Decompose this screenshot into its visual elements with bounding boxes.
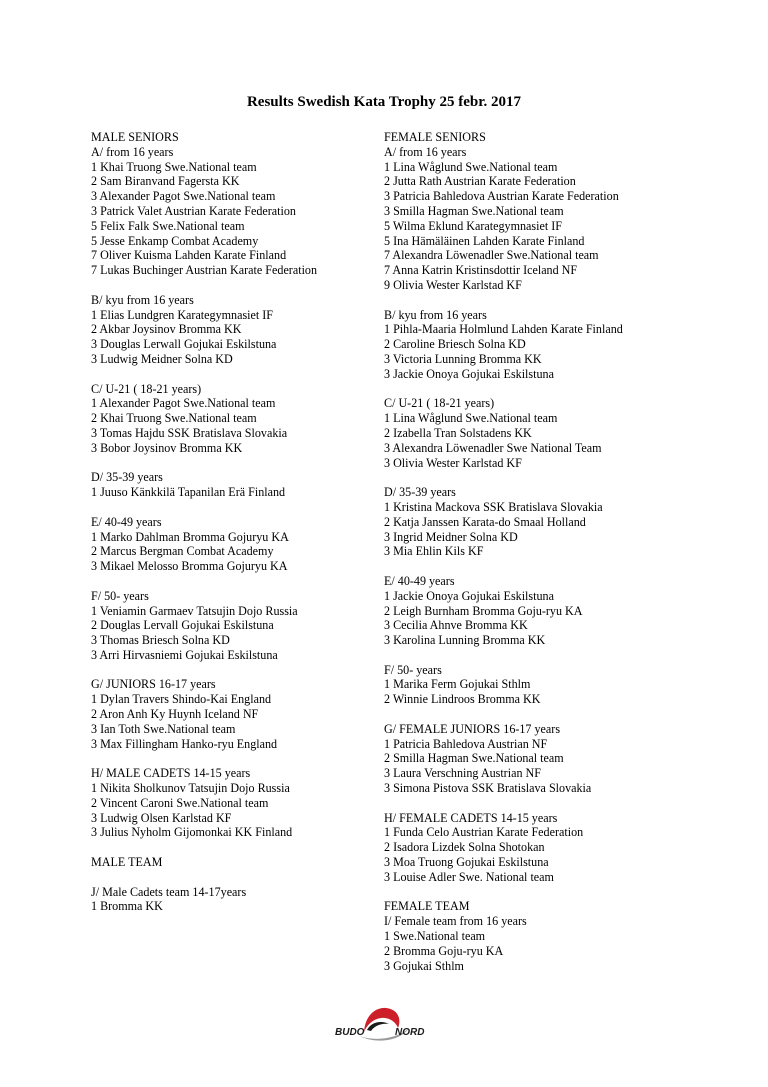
result-line: 1 Kristina Mackova SSK Bratislava Slovakia	[384, 499, 603, 514]
result-line: 2 Winnie Lindroos Bromma KK	[384, 692, 541, 707]
result-line: D/ 35-39 years	[91, 470, 163, 485]
result-line: FEMALE SENIORS	[384, 130, 486, 144]
result-line: MALE SENIORS	[91, 130, 179, 144]
result-line: A/ from 16 years	[384, 144, 467, 159]
result-line: 1 Marika Ferm Gojukai Sthlm	[384, 677, 531, 692]
result-line: 1 Jackie Onoya Gojukai Eskilstuna	[384, 588, 554, 603]
result-line: 1 Bromma KK	[91, 899, 163, 914]
result-line: E/ 40-49 years	[384, 573, 455, 588]
result-line: MALE TEAM	[91, 855, 163, 870]
result-line: 3 Douglas Lerwall Gojukai Eskilstuna	[91, 337, 277, 352]
result-line: 3 Simona Pistova SSK Bratislava Slovakia	[384, 781, 592, 796]
result-line: 2 Jutta Rath Austrian Karate Federation	[384, 174, 576, 189]
blank-line	[384, 559, 684, 574]
document-title: Results Swedish Kata Trophy 25 febr. 2017	[246, 94, 522, 110]
result-line: 2 Bromma Goju-ryu KA	[384, 943, 504, 958]
logo-text-right: NORD	[395, 1027, 425, 1038]
result-line: 3 Ian Toth Swe.National team	[91, 721, 236, 736]
blank-line	[91, 751, 381, 766]
result-line: 1 Juuso Känkkilä Tapanilan Erä Finland	[91, 485, 286, 500]
result-line: 7 Anna Katrin Kristinsdottir Iceland NF	[384, 263, 578, 278]
result-line: 3 Julius Nyholm Gijomonkai KK Finland	[91, 825, 293, 840]
result-line: 3 Mia Ehlin Kils KF	[384, 544, 484, 559]
result-line: F/ 50- years	[91, 588, 149, 603]
result-line: 3 Alexander Pagot Swe.National team	[91, 189, 276, 204]
blank-line	[91, 574, 381, 589]
result-line: 3 Gojukai Sthlm	[384, 958, 464, 973]
blank-line	[91, 367, 381, 382]
result-line: I/ Female team from 16 years	[384, 914, 527, 929]
result-line: 5 Ina Hämäläinen Lahden Karate Finland	[384, 233, 585, 248]
result-line: 5 Felix Falk Swe.National team	[91, 218, 245, 233]
result-line: 3 Ludwig Olsen Karlstad KF	[91, 810, 232, 825]
blank-line	[384, 648, 684, 663]
blank-line	[91, 500, 381, 515]
result-line: 3 Louise Adler Swe. National team	[384, 869, 554, 884]
blank-line	[91, 663, 381, 678]
result-line: 1 Marko Dahlman Bromma Gojuryu KA	[91, 529, 289, 544]
result-line: 2 Vincent Caroni Swe.National team	[91, 795, 269, 810]
result-line: 3 Arri Hirvasniemi Gojukai Eskilstuna	[91, 647, 278, 662]
result-line: B/ kyu from 16 years	[384, 307, 487, 322]
result-line: 3 Ludwig Meidner Solna KD	[91, 351, 233, 366]
result-line: 2 Isadora Lizdek Solna Shotokan	[384, 840, 545, 855]
blank-line	[384, 470, 684, 485]
result-line: 3 Laura Verschning Austrian NF	[384, 766, 541, 781]
result-line: 7 Lukas Buchinger Austrian Karate Federation	[91, 263, 318, 278]
result-line: G/ FEMALE JUNIORS 16-17 years	[384, 721, 561, 736]
result-line: G/ JUNIORS 16-17 years	[91, 677, 216, 692]
result-line: C/ U-21 ( 18-21 years)	[91, 381, 202, 396]
result-line: J/ Male Cadets team 14-17years	[91, 884, 247, 899]
result-line: 1 Funda Celo Austrian Karate Federation	[384, 825, 584, 840]
blank-line	[91, 278, 381, 293]
result-line: 3 Jackie Onoya Gojukai Eskilstuna	[384, 366, 554, 381]
result-line: F/ 50- years	[384, 662, 442, 677]
result-line: 2 Caroline Briesch Solna KD	[384, 337, 526, 352]
result-line: E/ 40-49 years	[91, 514, 162, 529]
result-line: C/ U-21 ( 18-21 years)	[384, 396, 495, 411]
blank-line	[384, 707, 684, 722]
result-line: 3 Bobor Joysinov Bromma KK	[91, 440, 243, 455]
result-line: 3 Patricia Bahledova Austrian Karate Federation	[384, 189, 619, 204]
result-line: 1 Patricia Bahledova Austrian NF	[384, 736, 548, 751]
blank-line	[384, 293, 684, 308]
result-line: 3 Patrick Valet Austrian Karate Federation	[91, 203, 296, 218]
result-line: 5 Wilma Eklund Karategymnasiet IF	[384, 218, 562, 233]
result-line: 2 Douglas Lervall Gojukai Eskilstuna	[91, 618, 274, 633]
result-line: 2 Akbar Joysinov Bromma KK	[91, 322, 242, 337]
result-line: 2 Aron Anh Ky Huynh Iceland NF	[91, 707, 259, 722]
result-line: 3 Cecilia Ahnve Bromma KK	[384, 618, 528, 633]
result-line: 1 Pihla-Maaria Holmlund Lahden Karate Finland	[384, 322, 623, 337]
result-line: 3 Thomas Briesch Solna KD	[91, 633, 230, 648]
blank-line	[384, 796, 684, 811]
result-line: 3 Moa Truong Gojukai Eskilstuna	[384, 855, 549, 870]
result-line: H/ MALE CADETS 14-15 years	[91, 766, 251, 781]
left-results-column	[91, 130, 381, 914]
result-line: 7 Alexandra Löwenadler Swe.National team	[384, 248, 599, 263]
blank-line	[91, 870, 381, 885]
result-line: B/ kyu from 16 years	[91, 292, 194, 307]
result-line: 1 Khai Truong Swe.National team	[91, 159, 257, 174]
result-line: 2 Marcus Bergman Combat Academy	[91, 544, 274, 559]
result-line: 3 Alexandra Löwenadler Swe National Team	[384, 440, 602, 455]
result-line: 1 Elias Lundgren Karategymnasiet IF	[91, 307, 274, 322]
blank-line	[91, 840, 381, 855]
result-line: A/ from 16 years	[91, 144, 174, 159]
budo-nord-logo	[331, 1002, 431, 1046]
result-line: 1 Alexander Pagot Swe.National team	[91, 396, 276, 411]
result-line: 1 Lina Wåglund Swe.National team	[384, 411, 558, 426]
result-line: 1 Nikita Sholkunov Tatsujin Dojo Russia	[91, 781, 290, 796]
result-line: 1 Lina Wåglund Swe.National team	[384, 159, 558, 174]
result-line: 3 Tomas Hajdu SSK Bratislava Slovakia	[91, 425, 288, 440]
blank-line	[384, 885, 684, 900]
result-line: 3 Victoria Lunning Bromma KK	[384, 351, 542, 366]
result-line: 2 Smilla Hagman Swe.National team	[384, 751, 564, 766]
result-line: 2 Sam Biranvand Fagersta KK	[91, 174, 240, 189]
result-line: 1 Veniamin Garmaev Tatsujin Dojo Russia	[91, 603, 298, 618]
result-line: 3 Smilla Hagman Swe.National team	[384, 203, 564, 218]
result-line: FEMALE TEAM	[384, 899, 470, 914]
result-line: 2 Leigh Burnham Bromma Goju-ryu KA	[384, 603, 583, 618]
result-line: 3 Karolina Lunning Bromma KK	[384, 633, 546, 648]
result-line: 3 Mikael Melosso Bromma Gojuryu KA	[91, 559, 288, 574]
result-line: 2 Izabella Tran Solstadens KK	[384, 425, 532, 440]
logo-dark-swoosh	[367, 1022, 389, 1031]
result-line: 2 Katja Janssen Karata-do Smaal Holland	[384, 514, 586, 529]
blank-line	[384, 382, 684, 397]
result-line: 3 Olivia Wester Karlstad KF	[384, 455, 522, 470]
result-line: 1 Dylan Travers Shindo-Kai England	[91, 692, 272, 707]
result-line: 2 Khai Truong Swe.National team	[91, 411, 257, 426]
result-line: 3 Ingrid Meidner Solna KD	[384, 529, 518, 544]
result-line: 9 Olivia Wester Karlstad KF	[384, 277, 522, 292]
result-line: 7 Oliver Kuisma Lahden Karate Finland	[91, 248, 287, 263]
logo-text-left: BUDO	[335, 1027, 365, 1038]
result-line: D/ 35-39 years	[384, 485, 456, 500]
result-line: H/ FEMALE CADETS 14-15 years	[384, 810, 558, 825]
right-results-column	[384, 130, 684, 973]
result-line: 1 Swe.National team	[384, 929, 486, 944]
result-line: 5 Jesse Enkamp Combat Academy	[91, 233, 259, 248]
result-line: 3 Max Fillingham Hanko-ryu England	[91, 736, 278, 751]
blank-line	[91, 456, 381, 471]
